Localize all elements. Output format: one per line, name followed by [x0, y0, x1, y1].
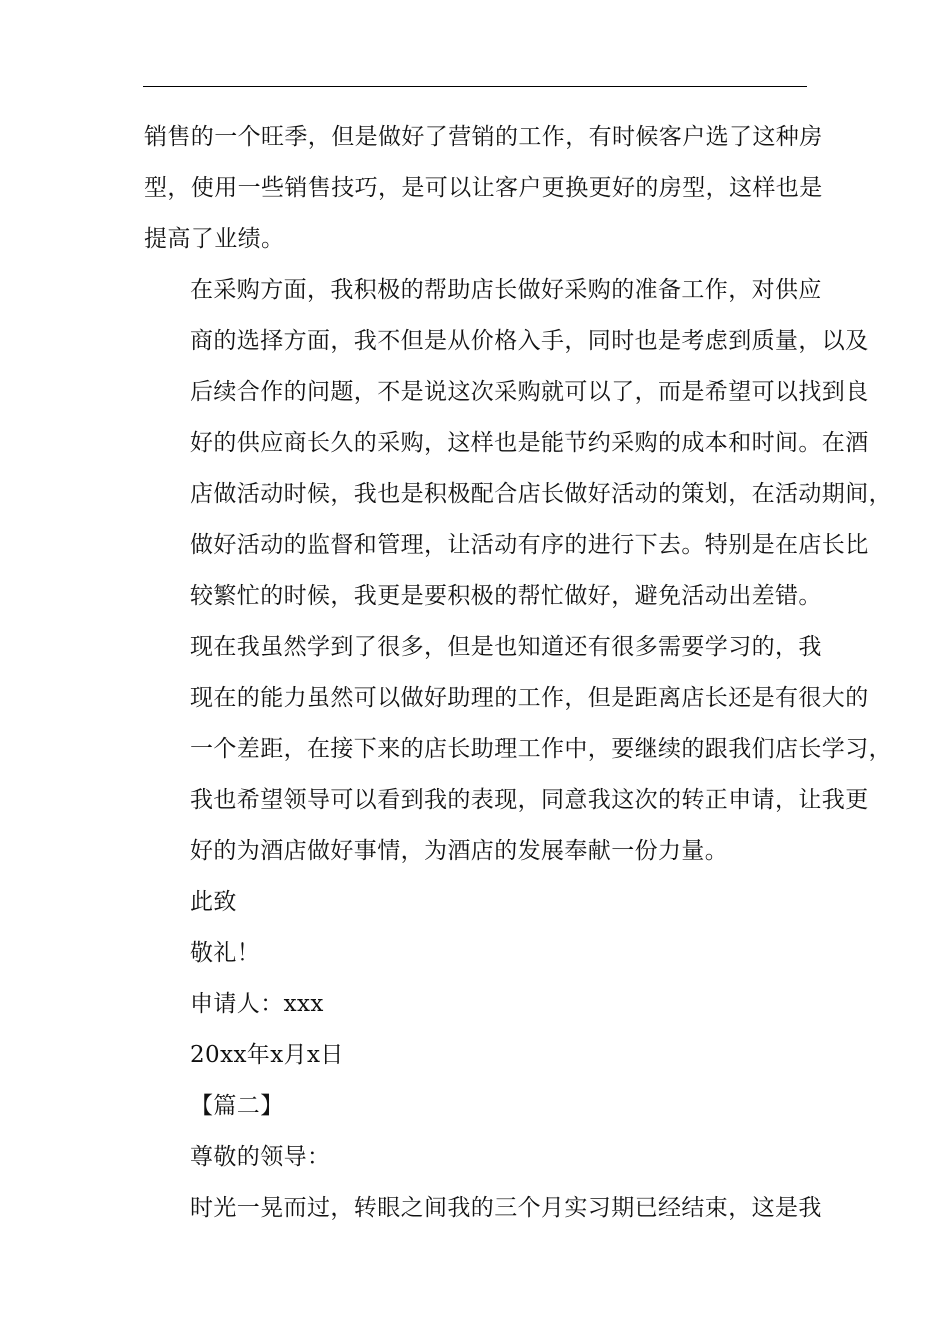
text-line: 较繁忙的时候，我更是要积极的帮忙做好，避免活动出差错。	[190, 583, 822, 609]
text-line: 20xx年x月x日	[190, 1042, 344, 1068]
text-line: 商的选择方面，我不但是从价格入手，同时也是考虑到质量，以及	[190, 328, 869, 354]
text-line: 申请人：xxx	[190, 991, 324, 1017]
text-line: 提高了业绩。	[144, 226, 285, 252]
text-line: 现在的能力虽然可以做好助理的工作，但是距离店长还是有很大的	[190, 685, 869, 711]
text-line: 时光一晃而过，转眼之间我的三个月实习期已经结束，这是我	[190, 1195, 822, 1221]
text-line: 型，使用一些销售技巧，是可以让客户更换更好的房型，这样也是	[144, 175, 823, 201]
document-body	[144, 112, 892, 1234]
header-rule	[143, 86, 807, 87]
text-line: 现在我虽然学到了很多，但是也知道还有很多需要学习的，我	[190, 634, 822, 660]
paragraph	[144, 979, 810, 1030]
text-line: 做好活动的监督和管理，让活动有序的进行下去。特别是在店长比	[190, 532, 869, 558]
paragraph	[144, 928, 810, 979]
paragraph	[144, 1081, 810, 1132]
text-line: 在采购方面，我积极的帮助店长做好采购的准备工作，对供应	[190, 277, 822, 303]
text-line: 好的为酒店做好事情，为酒店的发展奉献一份力量。	[190, 838, 729, 864]
paragraph	[144, 877, 810, 928]
text-line: 【篇二】	[190, 1093, 284, 1119]
paragraph	[144, 1030, 810, 1081]
text-line: 我也希望领导可以看到我的表现，同意我这次的转正申请，让我更	[190, 787, 869, 813]
text-line: 敬礼！	[190, 940, 261, 966]
text-line: 后续合作的问题，不是说这次采购就可以了，而是希望可以找到良	[190, 379, 869, 405]
text-line: 此致	[190, 889, 237, 915]
paragraph	[144, 265, 892, 622]
paragraph	[144, 622, 892, 877]
text-line: 一个差距，在接下来的店长助理工作中，要继续的跟我们店长学习，	[190, 736, 892, 762]
text-line: 店做活动时候，我也是积极配合店长做好活动的策划，在活动期间，	[190, 481, 892, 507]
paragraph	[144, 1132, 810, 1183]
paragraph	[144, 1183, 822, 1234]
paragraph	[144, 112, 823, 265]
text-line: 销售的一个旺季，但是做好了营销的工作，有时候客户选了这种房	[144, 124, 823, 150]
text-line: 尊敬的领导：	[190, 1144, 331, 1170]
text-line: 好的供应商长久的采购，这样也是能节约采购的成本和时间。在酒	[190, 430, 869, 456]
